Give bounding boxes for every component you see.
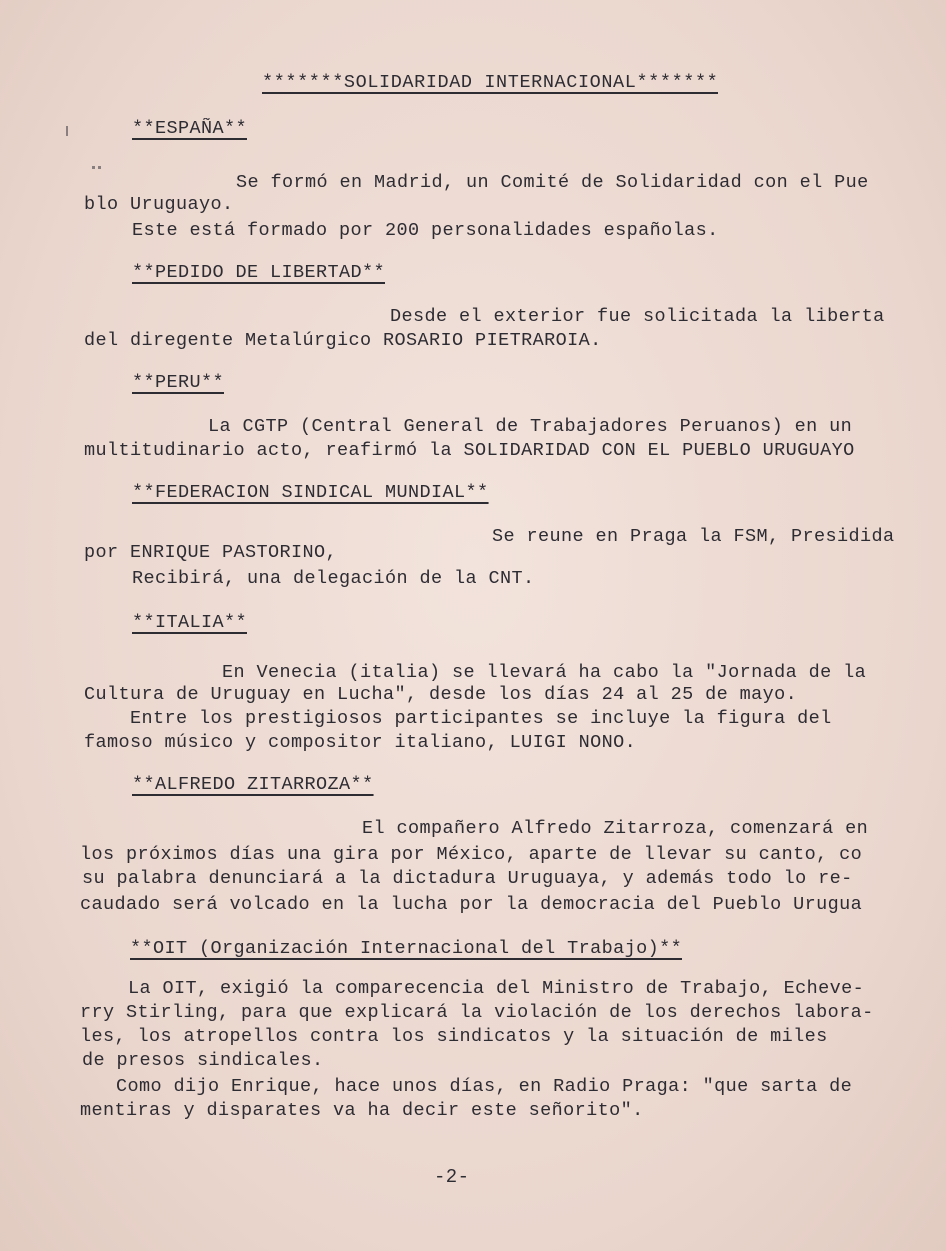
page-number: -2-: [434, 1166, 470, 1188]
document-title: *******SOLIDARIDAD INTERNACIONAL*******: [262, 72, 719, 93]
body-line: les, los atropellos contra los sindicatos y la situación de miles: [80, 1026, 828, 1047]
body-line: blo Uruguayo.: [84, 194, 234, 215]
stray-mark: [66, 126, 68, 136]
body-line: mentiras y disparates va ha decir este señorito".: [80, 1100, 644, 1121]
stray-mark: [98, 166, 101, 169]
stray-mark: [92, 166, 95, 169]
body-line: su palabra denunciará a la dictadura Uruguaya, y además todo lo re-: [82, 868, 853, 889]
section-heading-peru: **PERU**: [132, 372, 225, 393]
body-line: del diregente Metalúrgico ROSARIO PIETRAROIA.: [84, 330, 602, 351]
body-line: Se formó en Madrid, un Comité de Solidaridad con el Pue: [236, 172, 869, 193]
body-line: caudado será volcado en la lucha por la democracia del Pueblo Urugua: [80, 894, 863, 915]
section-heading-pedido-de-libertad: **PEDIDO DE LIBERTAD**: [132, 262, 386, 283]
body-line: Se reune en Praga la FSM, Presidida: [492, 526, 895, 547]
body-line: Cultura de Uruguay en Lucha", desde los días 24 al 25 de mayo.: [84, 684, 798, 705]
section-heading-espana: **ESPAÑA**: [132, 118, 248, 139]
body-line: famoso músico y compositor italiano, LUIGI NONO.: [84, 732, 637, 753]
body-line: La CGTP (Central General de Trabajadores Peruanos) en un: [208, 416, 853, 437]
section-heading-italia: **ITALIA**: [132, 612, 248, 633]
body-line: La OIT, exigió la comparecencia del Ministro de Trabajo, Echeve-: [128, 978, 865, 999]
body-line: El compañero Alfredo Zitarroza, comenzará en: [362, 818, 869, 839]
body-line: Recibirá, una delegación de la CNT.: [132, 568, 535, 589]
section-heading-alfredo-zitarroza: **ALFREDO ZITARROZA**: [132, 774, 374, 795]
body-line: los próximos días una gira por México, aparte de llevar su canto, co: [80, 844, 863, 865]
body-line: rry Stirling, para que explicará la violación de los derechos labora-: [80, 1002, 874, 1023]
body-line: Este está formado por 200 personalidades españolas.: [132, 220, 719, 241]
section-heading-oit: **OIT (Organización Internacional del Trabajo)**: [130, 938, 683, 959]
body-line: Entre los prestigiosos participantes se incluye la figura del: [130, 708, 832, 729]
body-line: En Venecia (italia) se llevará ha cabo la "Jornada de la: [222, 662, 867, 683]
body-line: Desde el exterior fue solicitada la liberta: [390, 306, 885, 327]
body-line: multitudinario acto, reafirmó la SOLIDARIDAD CON EL PUEBLO URUGUAYO: [84, 440, 855, 461]
body-line: Como dijo Enrique, hace unos días, en Radio Praga: "que sarta de: [116, 1076, 853, 1097]
body-line: por ENRIQUE PASTORINO,: [84, 542, 338, 563]
section-heading-federacion-sindical-mundial: **FEDERACION SINDICAL MUNDIAL**: [132, 482, 489, 503]
body-line: de presos sindicales.: [82, 1050, 324, 1071]
